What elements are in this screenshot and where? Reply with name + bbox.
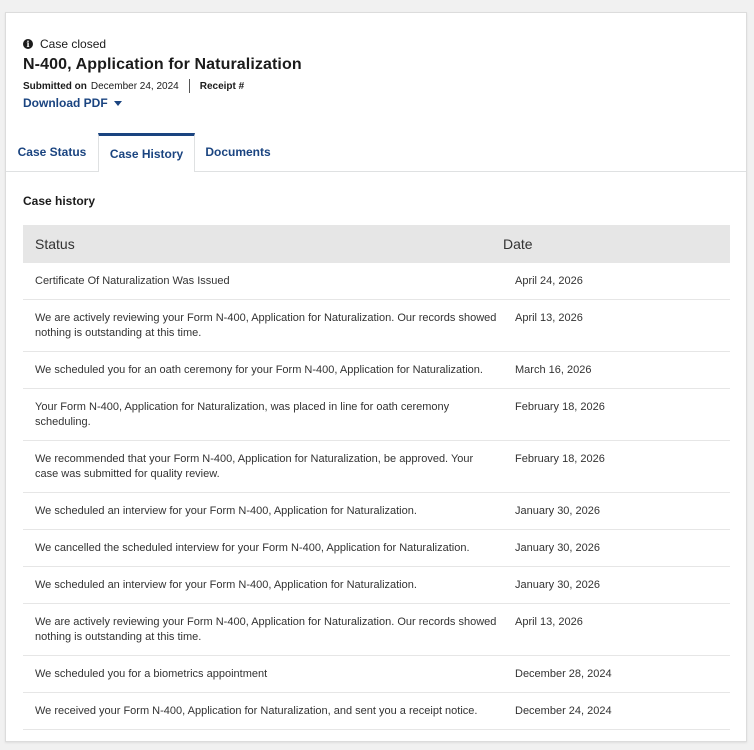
- row-status: Your Form N-400, Application for Naturalization, was placed in line for oath ceremony scheduling.: [35, 401, 450, 428]
- table-row: [23, 352, 730, 389]
- row-date: January 30, 2026: [515, 542, 601, 554]
- row-date: April 13, 2026: [515, 616, 583, 628]
- row-date: December 28, 2024: [515, 668, 612, 680]
- meta-divider: [189, 79, 190, 93]
- row-status: We received your Form N-400, Application for Naturalization, and sent you a receipt notice.: [35, 705, 478, 717]
- case-meta: [23, 79, 729, 93]
- table-row: [23, 693, 730, 730]
- download-pdf-button[interactable]: [23, 96, 122, 110]
- row-date: January 30, 2026: [515, 579, 601, 591]
- row-date: April 24, 2026: [515, 275, 583, 287]
- row-date: January 30, 2026: [515, 505, 601, 517]
- row-status: Certificate Of Naturalization Was Issued: [35, 275, 230, 287]
- submitted-date: December 24, 2024: [90, 80, 179, 92]
- row-date: April 13, 2026: [515, 312, 583, 324]
- case-status-text: Case closed: [40, 37, 107, 51]
- table-header: [23, 225, 730, 263]
- tab-case-history[interactable]: Case History: [98, 133, 195, 172]
- row-status: We scheduled you for a biometrics appointment: [35, 668, 268, 680]
- page-title: N-400, Application for Naturalization: [23, 56, 302, 73]
- case-header: [23, 37, 729, 112]
- row-status: We are actively reviewing your Form N-400, Application for Naturalization. Our records showed nothing is outstanding at this time.: [35, 312, 497, 339]
- table-row: [23, 604, 730, 656]
- case-card: [5, 12, 747, 742]
- receipt-label: Receipt #: [199, 80, 245, 92]
- case-status-line: [23, 37, 729, 51]
- download-pdf-label: Download PDF: [23, 96, 108, 110]
- info-icon: i: [23, 39, 33, 49]
- table-row: [23, 567, 730, 604]
- table-row: [23, 389, 730, 441]
- row-date: December 24, 2024: [515, 705, 612, 717]
- tab-case-status[interactable]: Case Status: [17, 145, 87, 159]
- row-date: February 18, 2026: [515, 401, 605, 413]
- row-date: February 18, 2026: [515, 453, 605, 465]
- submitted-label: Submitted on: [23, 80, 87, 92]
- tab-documents[interactable]: Documents: [205, 145, 271, 159]
- column-header-status: Status: [35, 236, 75, 252]
- table-row: [23, 493, 730, 530]
- row-status: We scheduled an interview for your Form N-400, Application for Naturalization.: [35, 579, 417, 591]
- table-row: [23, 441, 730, 493]
- column-header-date: Date: [503, 236, 533, 252]
- table-row: [23, 530, 730, 567]
- row-status: We recommended that your Form N-400, Application for Naturalization, be approved. Your case was submitted for quality review.: [35, 453, 474, 480]
- chevron-down-icon: [114, 101, 122, 106]
- row-status: We cancelled the scheduled interview for your Form N-400, Application for Naturalization.: [35, 542, 470, 554]
- table-row: [23, 300, 730, 352]
- table-row: [23, 656, 730, 693]
- tab-bar: [6, 133, 746, 172]
- row-date: March 16, 2026: [515, 364, 592, 376]
- row-status: We are actively reviewing your Form N-400, Application for Naturalization. Our records showed nothing is outstanding at this time.: [35, 616, 497, 643]
- case-history-heading: Case history: [23, 194, 96, 208]
- row-status: We scheduled an interview for your Form N-400, Application for Naturalization.: [35, 505, 417, 517]
- row-status: We scheduled you for an oath ceremony for your Form N-400, Application for Naturalization.: [35, 364, 483, 376]
- table-row: [23, 263, 730, 300]
- case-history-table: [23, 225, 730, 730]
